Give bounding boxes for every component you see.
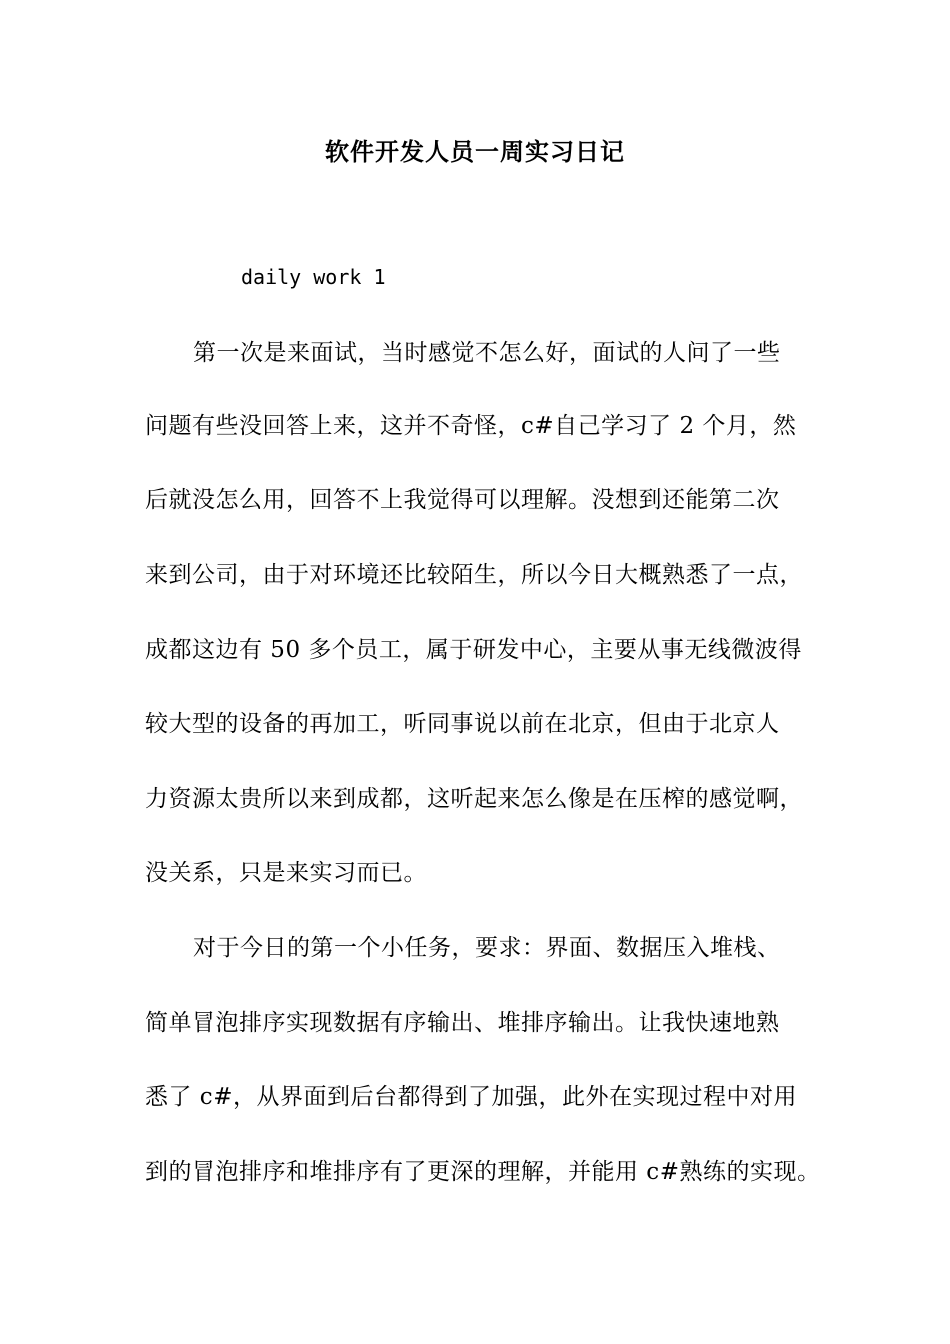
paragraph-2-line-1: 对于今日的第一个小任务，要求：界面、数据压入堆栈、: [193, 935, 781, 961]
paragraph-1-line-5: 成都这边有 50 多个员工，属于研发中心，主要从事无线微波得: [145, 637, 802, 663]
document-title: 软件开发人员一周实习日记: [325, 138, 625, 166]
paragraph-1-line-8: 没关系，只是来实习而已。: [145, 860, 427, 886]
paragraph-2-line-2: 简单冒泡排序实现数据有序输出、堆排序输出。让我快速地熟: [145, 1010, 780, 1036]
paragraph-2-line-4: 到的冒泡排序和堆排序有了更深的理解，并能用 c#熟练的实现。: [145, 1159, 821, 1185]
paragraph-1-line-4: 来到公司，由于对环境还比较陌生，所以今日大概熟悉了一点，: [145, 562, 803, 588]
document-subtitle: daily work 1: [241, 265, 386, 289]
paragraph-1-line-2: 问题有些没回答上来，这并不奇怪，c#自己学习了 2 个月，然: [145, 413, 797, 439]
paragraph-1-line-3: 后就没怎么用，回答不上我觉得可以理解。没想到还能第二次: [145, 487, 780, 513]
paragraph-1-line-1: 第一次是来面试，当时感觉不怎么好，面试的人问了一些: [193, 340, 781, 366]
paragraph-1-line-6: 较大型的设备的再加工，听同事说以前在北京，但由于北京人: [145, 711, 780, 737]
paragraph-1-line-7: 力资源太贵所以来到成都，这听起来怎么像是在压榨的感觉啊，: [145, 786, 803, 812]
paragraph-2-line-3: 悉了 c#，从界面到后台都得到了加强，此外在实现过程中对用: [145, 1084, 797, 1110]
